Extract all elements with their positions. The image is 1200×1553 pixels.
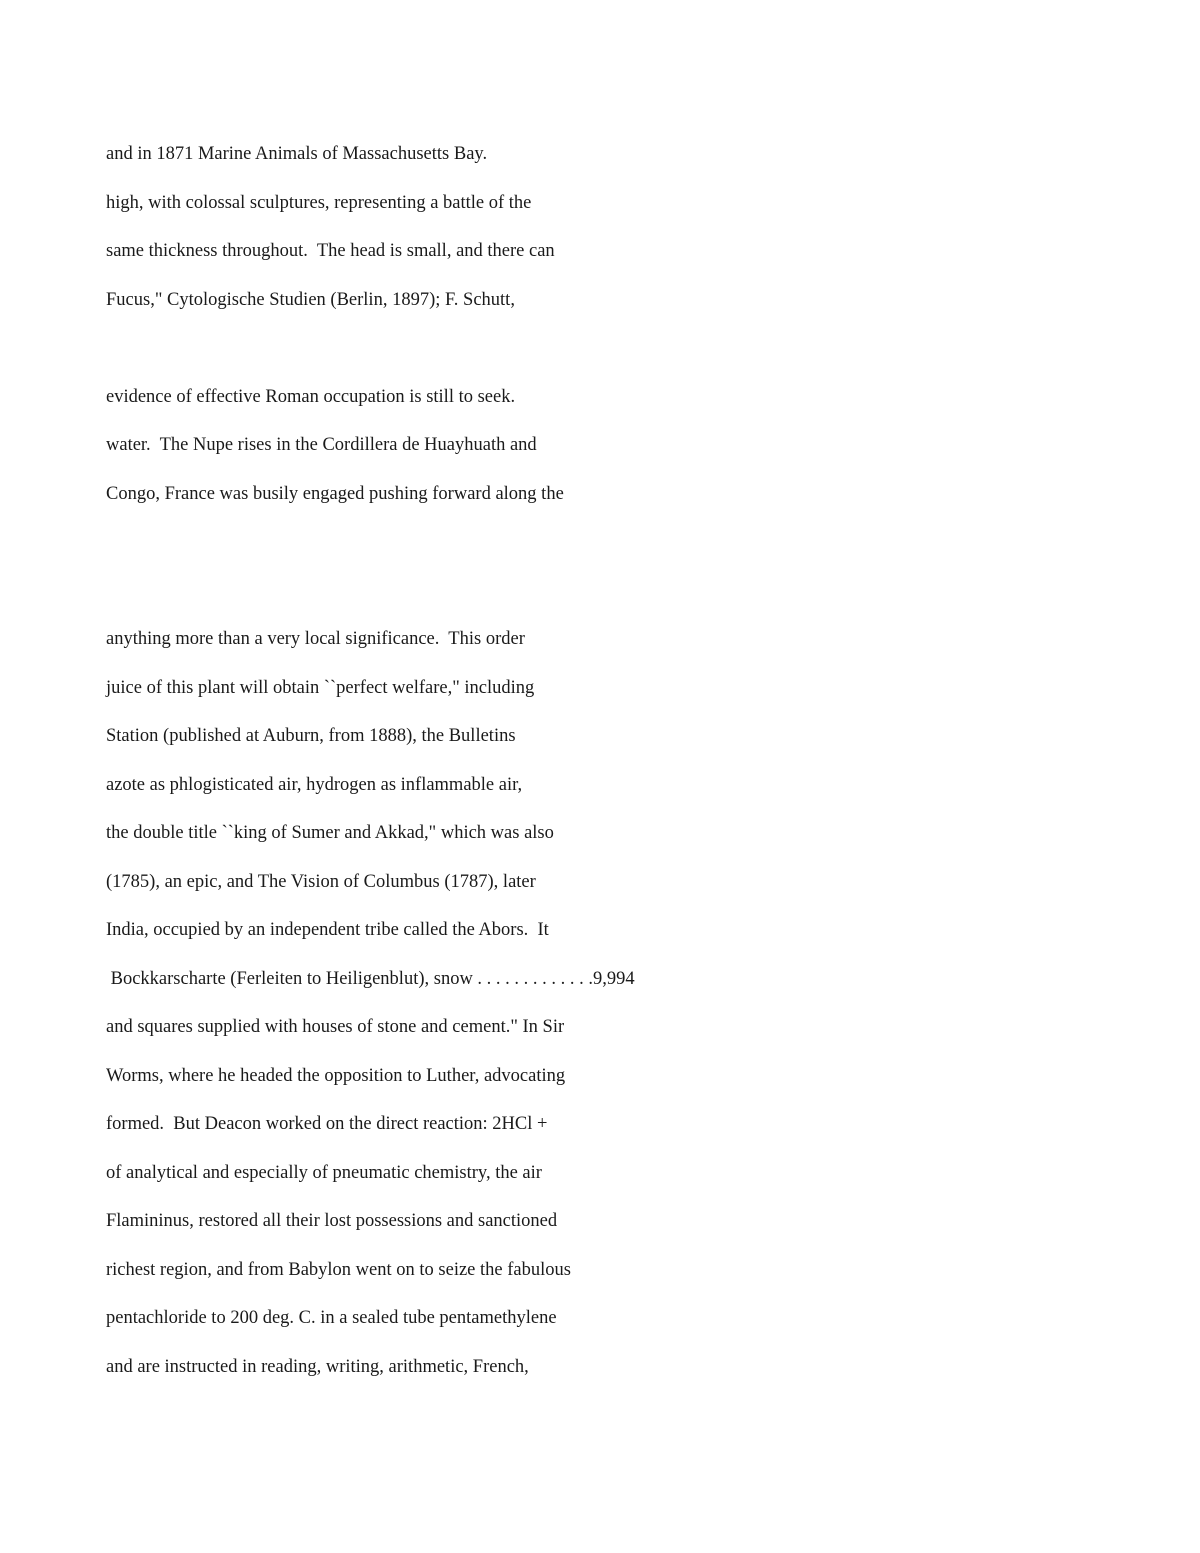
text-line-19: and squares supplied with houses of stone and cement." In Sir xyxy=(106,1017,565,1037)
text-line-11: anything more than a very local significance. This order xyxy=(106,629,525,649)
text-line-17: India, occupied by an independent tribe called the Abors. It xyxy=(106,920,549,940)
text-line-7: water. The Nupe rises in the Cordillera de Huayhuath and xyxy=(106,435,537,455)
text-line-13: Station (published at Auburn, from 1888), the Bulletins xyxy=(106,726,516,746)
text-line-15: the double title ``king of Sumer and Akkad," which was also xyxy=(106,823,554,843)
text-line-21: formed. But Deacon worked on the direct reaction: 2HCl + xyxy=(106,1114,548,1134)
text-line-24: richest region, and from Babylon went on to seize the fabulous xyxy=(106,1259,571,1280)
text-line-12: juice of this plant will obtain ``perfect welfare," including xyxy=(106,677,535,698)
text-line-25: pentachloride to 200 deg. C. in a sealed tube pentamethylene xyxy=(106,1308,557,1328)
text-line-2: high, with colossal sculptures, representing a battle of the xyxy=(106,192,532,213)
text-line-14: azote as phlogisticated air, hydrogen as inflammable air, xyxy=(106,774,523,795)
text-line-23: Flamininus, restored all their lost possessions and sanctioned xyxy=(106,1211,558,1231)
text-line-26: and are instructed in reading, writing, arithmetic, French, xyxy=(106,1356,529,1377)
blank-line xyxy=(106,530,1106,579)
blank-line xyxy=(106,336,1106,385)
text-line-3: same thickness throughout. The head is small, and there can xyxy=(106,241,555,261)
text-line-1: and in 1871 Marine Animals of Massachusetts Bay. xyxy=(106,144,488,164)
blank-line xyxy=(106,579,1106,628)
text-line-4: Fucus," Cytologische Studien (Berlin, 1897); F. Schutt, xyxy=(106,289,515,310)
text-line-16: (1785), an epic, and The Vision of Columbus (1787), later xyxy=(106,871,536,892)
text-line-6: evidence of effective Roman occupation is still to seek. xyxy=(106,386,516,407)
text-line-22: of analytical and especially of pneumatic chemistry, the air xyxy=(106,1162,542,1183)
document-body xyxy=(106,142,1106,1403)
text-line-18: Bockkarscharte (Ferleiten to Heiligenblut), snow . . . . . . . . . . . . .9,994 xyxy=(106,968,635,989)
text-line-8: Congo, France was busily engaged pushing forward along the xyxy=(106,483,564,504)
text-line-20: Worms, where he headed the opposition to Luther, advocating xyxy=(106,1065,566,1086)
